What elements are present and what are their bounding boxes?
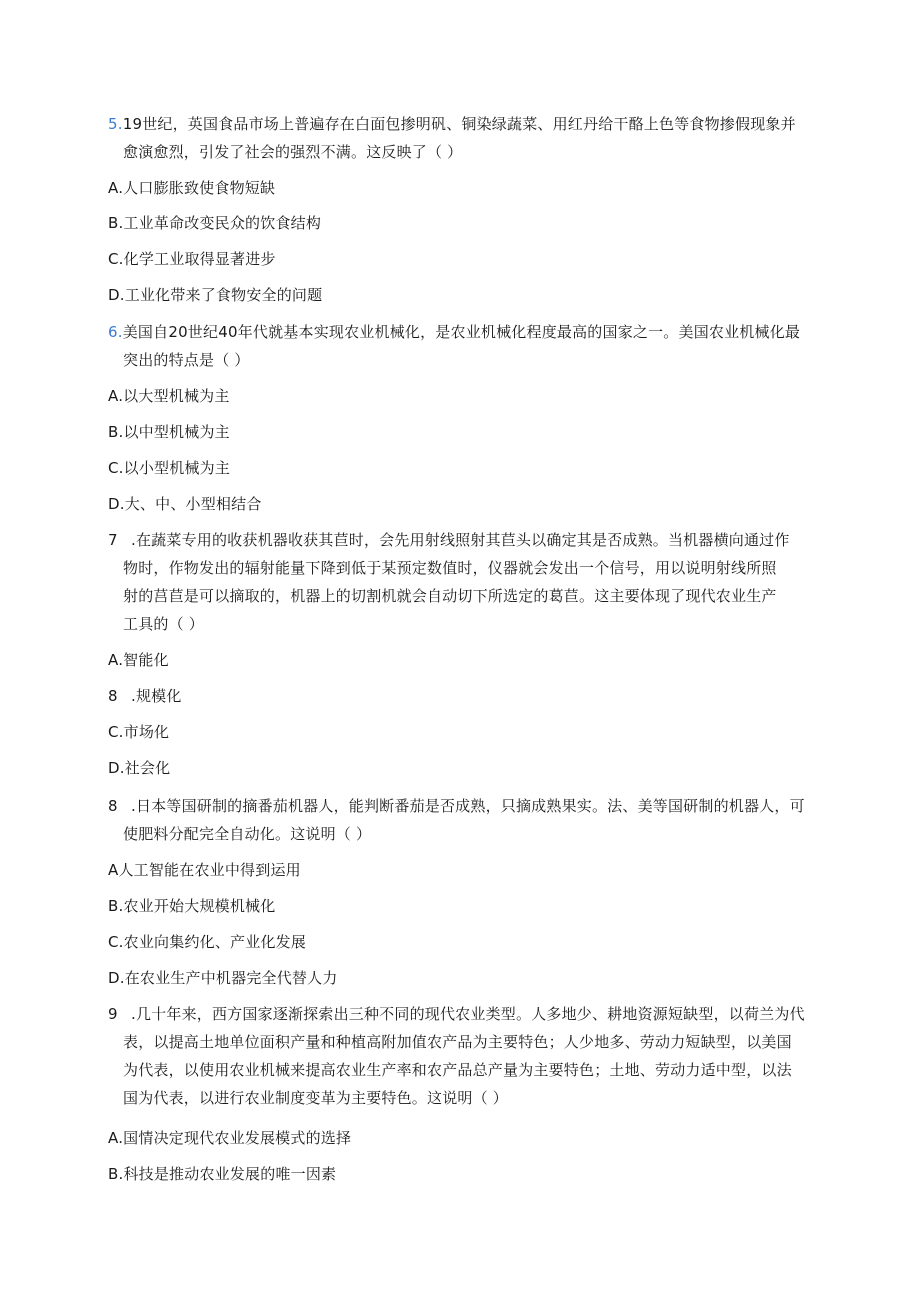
- question-6-line-2: 突出的特点是（ ）: [123, 351, 250, 369]
- question-7-number: 7: [108, 531, 118, 549]
- question-9-line-4: 国为代表，以进行农业制度变革为主要特色。这说明（ ）: [123, 1089, 508, 1107]
- question-7-option-b-text: .规模化: [131, 687, 182, 705]
- question-8-line-2: 使肥料分配完全自动化。这说明（ ）: [123, 825, 372, 843]
- question-6-option-c: C.以小型机械为主: [108, 459, 231, 477]
- question-6-option-d: D.大、中、小型相结合: [108, 495, 262, 513]
- question-7-option-c: C.市场化: [108, 723, 170, 741]
- question-7-line-1: [108, 530, 790, 550]
- question-9-line-3: 为代表，以使用农业机械来提高农业生产率和农产品总产量为主要特色；土地、劳动力适中型，以法: [123, 1061, 792, 1079]
- question-6-line-1: [108, 322, 800, 342]
- question-5-number: 5.: [108, 115, 123, 133]
- question-8-number: 8: [108, 797, 118, 815]
- question-5-option-b: B.工业革命改变民众的饮食结构: [108, 214, 322, 232]
- question-5-line-2: 愈演愈烈，引发了社会的强烈不满。这反映了（ ）: [123, 143, 463, 161]
- question-6-number: 6.: [108, 323, 123, 341]
- question-8-option-d: D.在农业生产中机器完全代替人力: [108, 969, 338, 987]
- question-7-option-a: A.智能化: [108, 651, 169, 669]
- question-9-line-2: 表，以提高土地单位面积产量和种植高附加值农产品为主要特色；人少地多、劳动力短缺型，以美国: [123, 1033, 792, 1051]
- question-5-line-1: [108, 114, 796, 134]
- question-9-number: 9: [108, 1005, 118, 1023]
- question-7-option-b: [108, 686, 182, 706]
- question-5-option-c: C.化学工业取得显著进步: [108, 250, 276, 268]
- question-7-text: .在蔬菜专用的收获机器收获其苣时，会先用射线照射其苣头以确定其是否成熟。当机器横向通过作: [131, 531, 790, 549]
- question-8-option-a: A人工智能在农业中得到运用: [108, 861, 301, 879]
- question-9-text: .几十年来，西方国家逐渐探索出三种不同的现代农业类型。人多地少、耕地资源短缺型，以荷兰为代: [131, 1005, 805, 1023]
- question-5-option-a: A.人口膨胀致使食物短缺: [108, 179, 276, 197]
- question-9-line-1: [108, 1004, 805, 1024]
- question-7-option-d: D.社会化: [108, 759, 171, 777]
- question-9-option-a: A.国情决定现代农业发展模式的选择: [108, 1129, 352, 1147]
- question-8-option-b: B.农业开始大规模机械化: [108, 897, 276, 915]
- question-7-line-4: 工具的（ ）: [123, 615, 204, 633]
- question-6-text: 美国自20世纪40年代就基本实现农业机械化，是农业机械化程度最高的国家之一。美国农业机械化最: [122, 323, 801, 341]
- question-7-line-3: 射的莒苣是可以摘取的，机器上的切割机就会自动切下所选定的葛苣。这主要体现了现代农业生产: [123, 587, 777, 605]
- question-9-option-b: B.科技是推动农业发展的唯一因素: [108, 1165, 337, 1183]
- question-8-line-1: [108, 796, 805, 816]
- question-8-option-c: C.农业向集约化、产业化发展: [108, 933, 307, 951]
- question-5-text: 19世纪，英国食品市场上普遍存在白面包掺明矾、铜染绿蔬菜、用红丹给干酪上色等食物掺假现象并: [122, 115, 796, 133]
- question-7-line-2: 物时，作物发出的辐射能量下降到低于某预定数值时，仪器就会发出一个信号，用以说明射线所照: [123, 559, 777, 577]
- question-5-option-d: D.工业化带来了食物安全的问题: [108, 286, 323, 304]
- question-6-option-a: A.以大型机械为主: [108, 387, 230, 405]
- question-7-option-b-number: 8: [108, 687, 118, 705]
- question-6-option-b: B.以中型机械为主: [108, 423, 230, 441]
- question-8-text: .日本等国研制的摘番茄机器人，能判断番茄是否成熟，只摘成熟果实。法、美等国研制的机器人，可: [131, 797, 805, 815]
